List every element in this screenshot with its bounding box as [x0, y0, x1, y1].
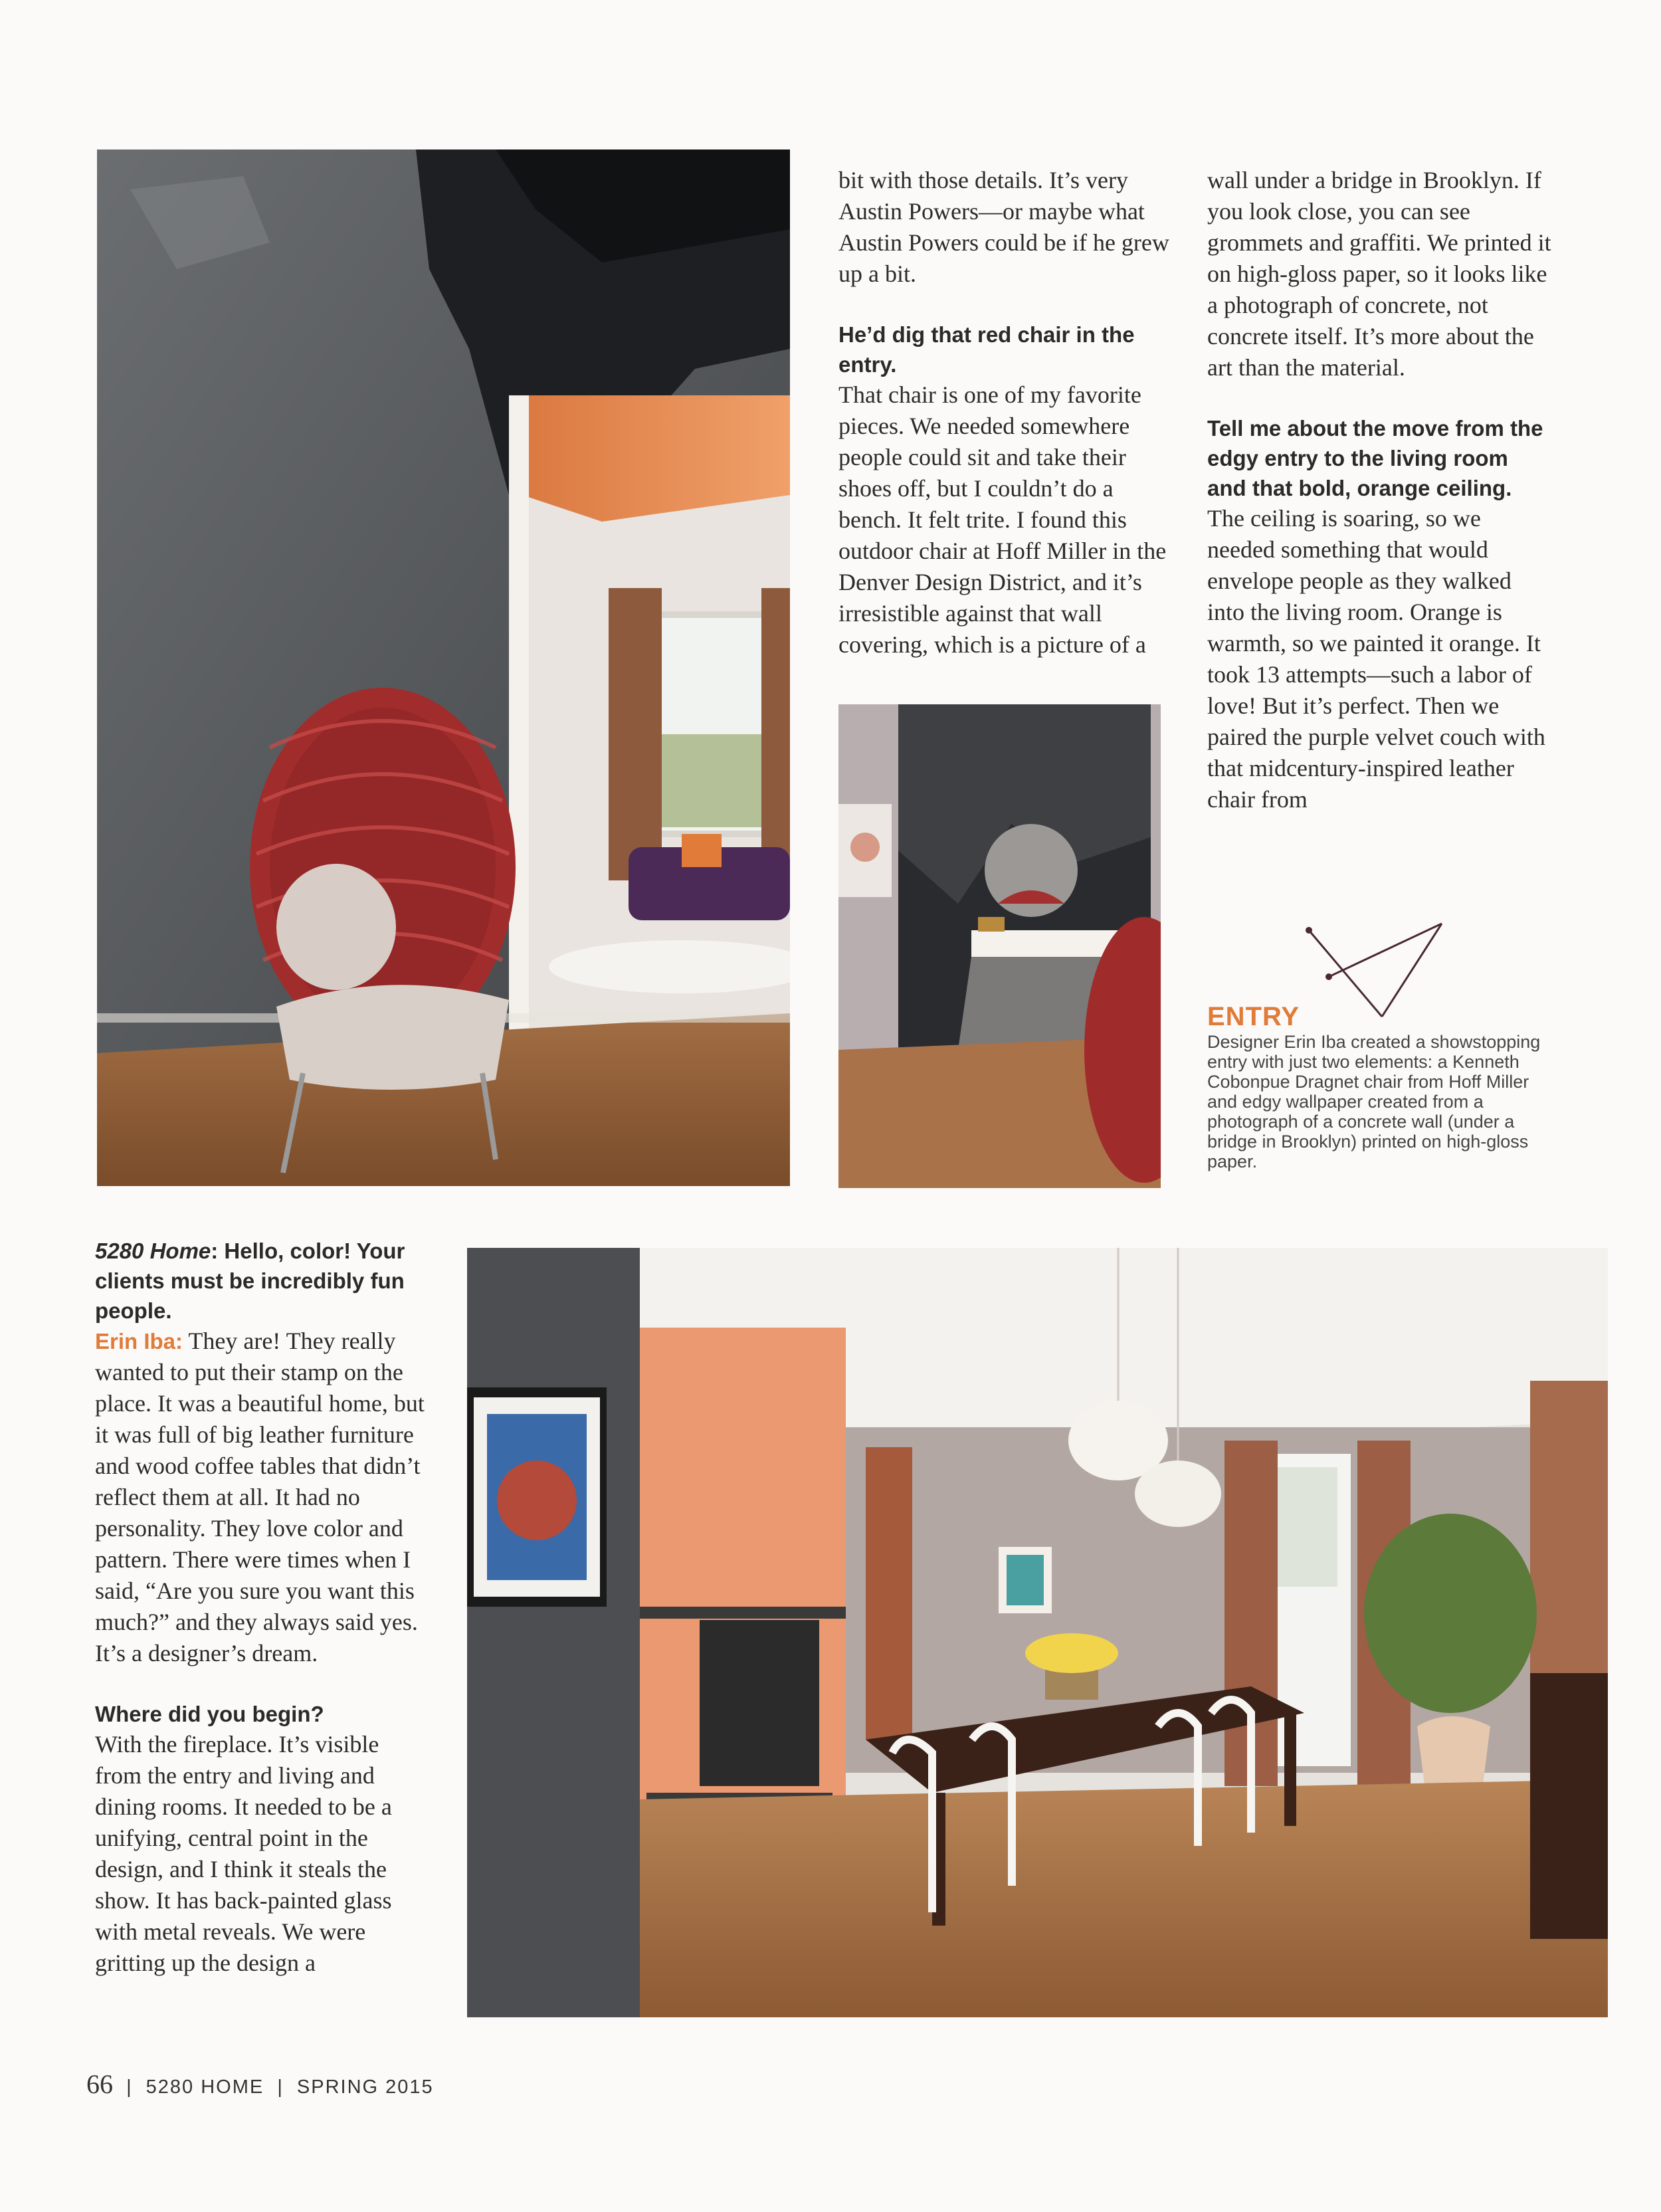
entry-detail-photo-art [838, 704, 1161, 1188]
page-number: 66 [86, 2069, 113, 2099]
dining-room-photo [467, 1248, 1608, 2017]
col1-question-1-text: : Hello, color! Your clients must be incredibly fun people. [95, 1239, 405, 1323]
folio [86, 2068, 434, 2100]
caption-title: ENTRY [1207, 1002, 1300, 1031]
magazine-name: 5280 HOME [146, 2076, 264, 2098]
entry-caption [1207, 1002, 1553, 1171]
col3-answer: The ceiling is soaring, so we needed something that would envelope people as they walked into the living room. Orange is warmth, so we painted it orange. It took 13 attempts—such a labor of love! But it’s perfect. Then we paired the purple velvet couch with that midcentury-inspired leather chair from [1207, 505, 1545, 813]
answer-speaker: Erin Iba: [95, 1329, 183, 1354]
issue-date: SPRING 2015 [296, 2076, 434, 2098]
col2-question: He’d dig that red chair in the entry. [838, 322, 1135, 377]
col1-answer-1 [95, 1326, 427, 1669]
col3-question: Tell me about the move from the edgy entry to the living room and that bold, orange ceiling. [1207, 416, 1543, 500]
col2-paragraph: bit with those details. It’s very Austin Powers—or maybe what Austin Powers could be if he grew up a bit. [838, 167, 1169, 287]
col3-paragraph: wall under a bridge in Brooklyn. If you look close, you can see grommets and graffiti. We printed it on high-gloss paper, so it looks like a photograph of concrete, not concrete itself. It’s more about the art than the material. [1207, 167, 1551, 381]
entry-detail-photo [838, 704, 1161, 1188]
column-2 [838, 165, 1171, 660]
dining-room-photo-art [467, 1248, 1608, 2017]
col1-question-1 [95, 1236, 427, 1326]
folio-separator: | [126, 2076, 133, 2098]
column-3 [1207, 165, 1553, 815]
column-1 [95, 1236, 427, 1979]
col1-answer-1-text: They are! They really wanted to put their stamp on the place. It was a beautiful home, but it was full of big leather furniture and wood coffee tables that didn’t reflect them at all. It had no personality. They love color and pattern. There were times when I said, “Are you sure you want this much?” and they always said yes. It’s a designer’s dream. [95, 1328, 425, 1666]
col1-question-1-magazine: 5280 Home [95, 1239, 211, 1263]
col2-answer: That chair is one of my favorite pieces. We needed somewhere people could sit and take their shoes off, but I couldn’t do a bench. It felt trite. I found this outdoor chair at Hoff Miller in the Denver Design District, and it’s irresistible against that wall covering, which is a picture of a [838, 381, 1167, 658]
caption-body: Designer Erin Iba created a showstopping entry with just two elements: a Kenneth Cobonpue Dragnet chair from Hoff Miller and edgy wallpaper created from a photograph of a concrete wall (under a bridge in Brooklyn) printed on high-gloss paper. [1207, 1032, 1541, 1171]
col1-question-2: Where did you begin? [95, 1702, 324, 1726]
col1-answer-2: With the fireplace. It’s visible from the entry and living and dining rooms. It needed to be a unifying, central point in the design, and I think it steals the show. It has back-painted glass with metal reveals. We were gritting up the design a [95, 1731, 392, 1976]
folio-separator: | [277, 2076, 284, 2098]
entry-photo-art [97, 150, 790, 1186]
entry-photo [97, 150, 790, 1186]
